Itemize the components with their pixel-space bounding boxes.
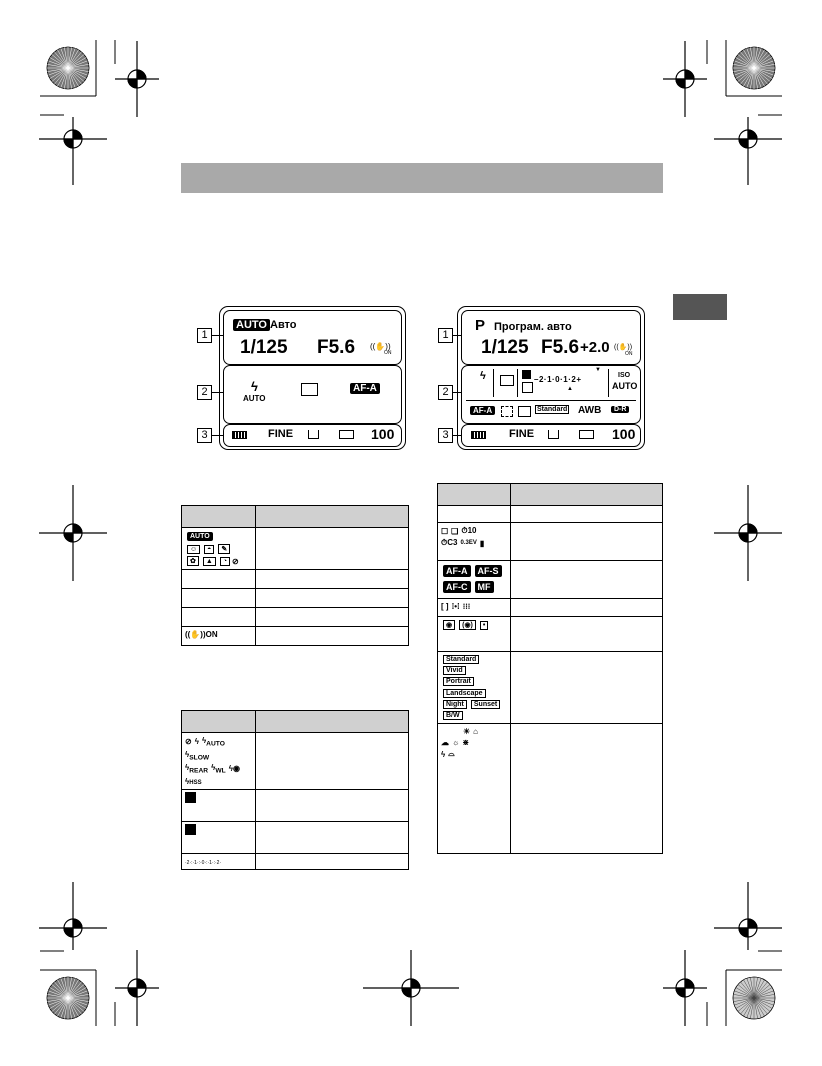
flash-auto-icon: $ϟ_{AUTO}$ xyxy=(201,736,225,748)
iso-value: 100 xyxy=(371,426,395,442)
af-s-icon: AF-S xyxy=(475,565,502,577)
dro: D-R xyxy=(611,406,629,413)
steadyshot-on: ON xyxy=(625,351,633,357)
section-header-band xyxy=(181,163,663,193)
style-sunset-icon: Sunset xyxy=(471,700,500,709)
flash-on-icon: ϟ xyxy=(194,737,199,747)
lcd-right-row3 xyxy=(461,424,641,447)
image-quality: FINE xyxy=(268,428,294,440)
callout-2-right: 2 xyxy=(438,385,453,400)
macro-icon: ✿ xyxy=(187,556,199,566)
exposure-scale-icon: ·2·:·1·:·0·:·1·:·2· xyxy=(185,859,222,866)
flash-comp-icon xyxy=(522,382,533,393)
style-standard-icon: Standard xyxy=(443,655,479,664)
row-divider xyxy=(466,400,636,401)
lcd-left-row3 xyxy=(223,424,402,447)
aperture: F5.6 xyxy=(317,337,356,358)
drive-continuous-icon: ❏ xyxy=(451,526,459,536)
divider xyxy=(517,369,518,397)
mode-name: Авто xyxy=(270,319,297,331)
drive-single-icon: ☐ xyxy=(441,526,449,536)
af-local-icon: ⁝⁝⁝ xyxy=(462,602,471,612)
remote-icon: ▮ xyxy=(479,538,485,548)
iso-auto: AUTO xyxy=(612,381,638,391)
wb-flash-icon: ϟ xyxy=(441,749,446,759)
flash-rear-icon: $ϟ_{REAR}$ xyxy=(185,763,209,775)
af-mode: AF-A xyxy=(350,383,380,394)
divider xyxy=(493,369,494,397)
nr-icon xyxy=(579,430,594,439)
callout-1-right: 1 xyxy=(438,328,453,343)
chapter-tab xyxy=(673,294,727,320)
iso-value: 100 xyxy=(612,426,636,442)
memory-card-icon xyxy=(308,430,319,439)
flash-off-icon: ⊘ xyxy=(185,737,192,747)
iso-label: ISO xyxy=(618,372,631,379)
nr-icon xyxy=(339,430,354,439)
auto-mode-icon: AUTO xyxy=(187,532,213,541)
lcd-right-row1 xyxy=(461,310,641,365)
image-quality: FINE xyxy=(509,428,535,440)
flash-wl-icon: $ϟ_{WL}$ xyxy=(211,763,226,775)
style-night-icon: Night xyxy=(443,700,467,709)
callout-3-right: 3 xyxy=(438,428,453,443)
table-shooting-mode xyxy=(181,505,409,646)
metering-icon xyxy=(518,406,531,417)
landscape-icon: ◓ xyxy=(204,545,214,554)
lcd-left-row1 xyxy=(223,310,402,365)
flash-comp-icon xyxy=(185,824,196,835)
drive-single-icon xyxy=(301,383,318,396)
metering-multi-icon: ◉ xyxy=(443,620,455,630)
portrait-icon: ☺ xyxy=(187,545,200,554)
scale-marker-bottom: ▲ xyxy=(567,386,573,392)
callout-2-left: 2 xyxy=(197,385,212,400)
flash-redeye-icon: ϟ◉ xyxy=(228,764,240,774)
flash-auto-label: AUTO xyxy=(243,394,266,403)
flash-icon: ϟ xyxy=(251,379,258,394)
af-area-icon xyxy=(501,406,513,417)
self-timer-c3-icon: ⏱C3 xyxy=(441,538,458,547)
shutter-speed: 1/125 xyxy=(240,337,288,358)
wb-daylight-icon: ☀ xyxy=(463,726,471,736)
af-c-icon: AF-C xyxy=(443,581,471,593)
battery-icon xyxy=(232,431,247,439)
callout-3-left: 3 xyxy=(197,428,212,443)
white-balance: AWB xyxy=(578,405,602,416)
steadyshot-on: ON xyxy=(384,350,392,356)
style-bw-icon: B/W xyxy=(443,711,463,720)
metering-center-icon: (◉) xyxy=(459,620,476,630)
flash-icon: ϟ xyxy=(480,370,486,382)
mf-icon: MF xyxy=(475,581,494,593)
lcd-right-row2 xyxy=(461,365,641,424)
mode-name: Програм. авто xyxy=(494,321,572,333)
shutter-speed: 1/125 xyxy=(481,337,529,358)
steadyshot-icon: ((✋)) xyxy=(614,344,633,351)
memory-card-icon xyxy=(548,430,559,439)
flash-slow-icon: $ϟ_{SLOW}$ xyxy=(185,749,210,762)
creative-style: Standard xyxy=(537,406,568,413)
af-mode: AF-A xyxy=(470,406,495,415)
style-landscape-icon: Landscape xyxy=(443,689,486,698)
lcd-left-row2 xyxy=(223,365,402,424)
wb-cloudy-icon: ☁ xyxy=(441,738,449,747)
divider xyxy=(608,369,609,397)
bracket-icon: 0.3EV xyxy=(460,540,477,546)
mode-badge: AUTO xyxy=(233,319,270,331)
exposure-comp: +2.0 xyxy=(580,339,610,356)
callout-1-left: 1 xyxy=(197,328,212,343)
self-timer-icon: ⏱10 xyxy=(461,526,477,535)
wb-custom-icon: ⌓ xyxy=(448,749,455,758)
noflash-icon: ⊘ xyxy=(232,556,239,566)
steadyshot-icon: ((✋))ON xyxy=(185,630,218,640)
drive-single-icon xyxy=(500,375,514,386)
steadyshot-icon: ((✋)) xyxy=(370,342,391,351)
style-portrait-icon: Portrait xyxy=(443,677,474,686)
af-a-icon: AF-A xyxy=(443,565,471,577)
sunset-icon: ◔ xyxy=(220,557,230,566)
wb-tungsten-icon: ☼ xyxy=(452,738,460,747)
flash-hss-icon: ϟHSS xyxy=(185,776,202,786)
af-wide-icon: [ ] xyxy=(441,602,449,612)
style-vivid-icon: Vivid xyxy=(443,666,466,675)
sport-icon: ✎ xyxy=(218,544,230,554)
mode-letter: P xyxy=(475,317,486,334)
battery-icon xyxy=(471,431,486,439)
aperture: F5.6 xyxy=(541,337,580,358)
exposure-comp-icon xyxy=(185,792,196,803)
scale-marker-top: ▼ xyxy=(595,367,601,373)
wb-fluorescent-icon: ⋇ xyxy=(462,738,470,747)
wb-shade-icon: ⌂ xyxy=(473,726,479,736)
exposure-scale: –2·1·0·1·2+ xyxy=(534,375,582,384)
af-spot-icon: ⁞•⁞ xyxy=(451,602,460,612)
metering-spot-icon: • xyxy=(480,621,488,630)
table-settings xyxy=(437,483,663,854)
table-flash xyxy=(181,710,409,870)
exposure-comp-icon xyxy=(522,370,531,379)
mountain-icon: ▲ xyxy=(203,557,216,566)
